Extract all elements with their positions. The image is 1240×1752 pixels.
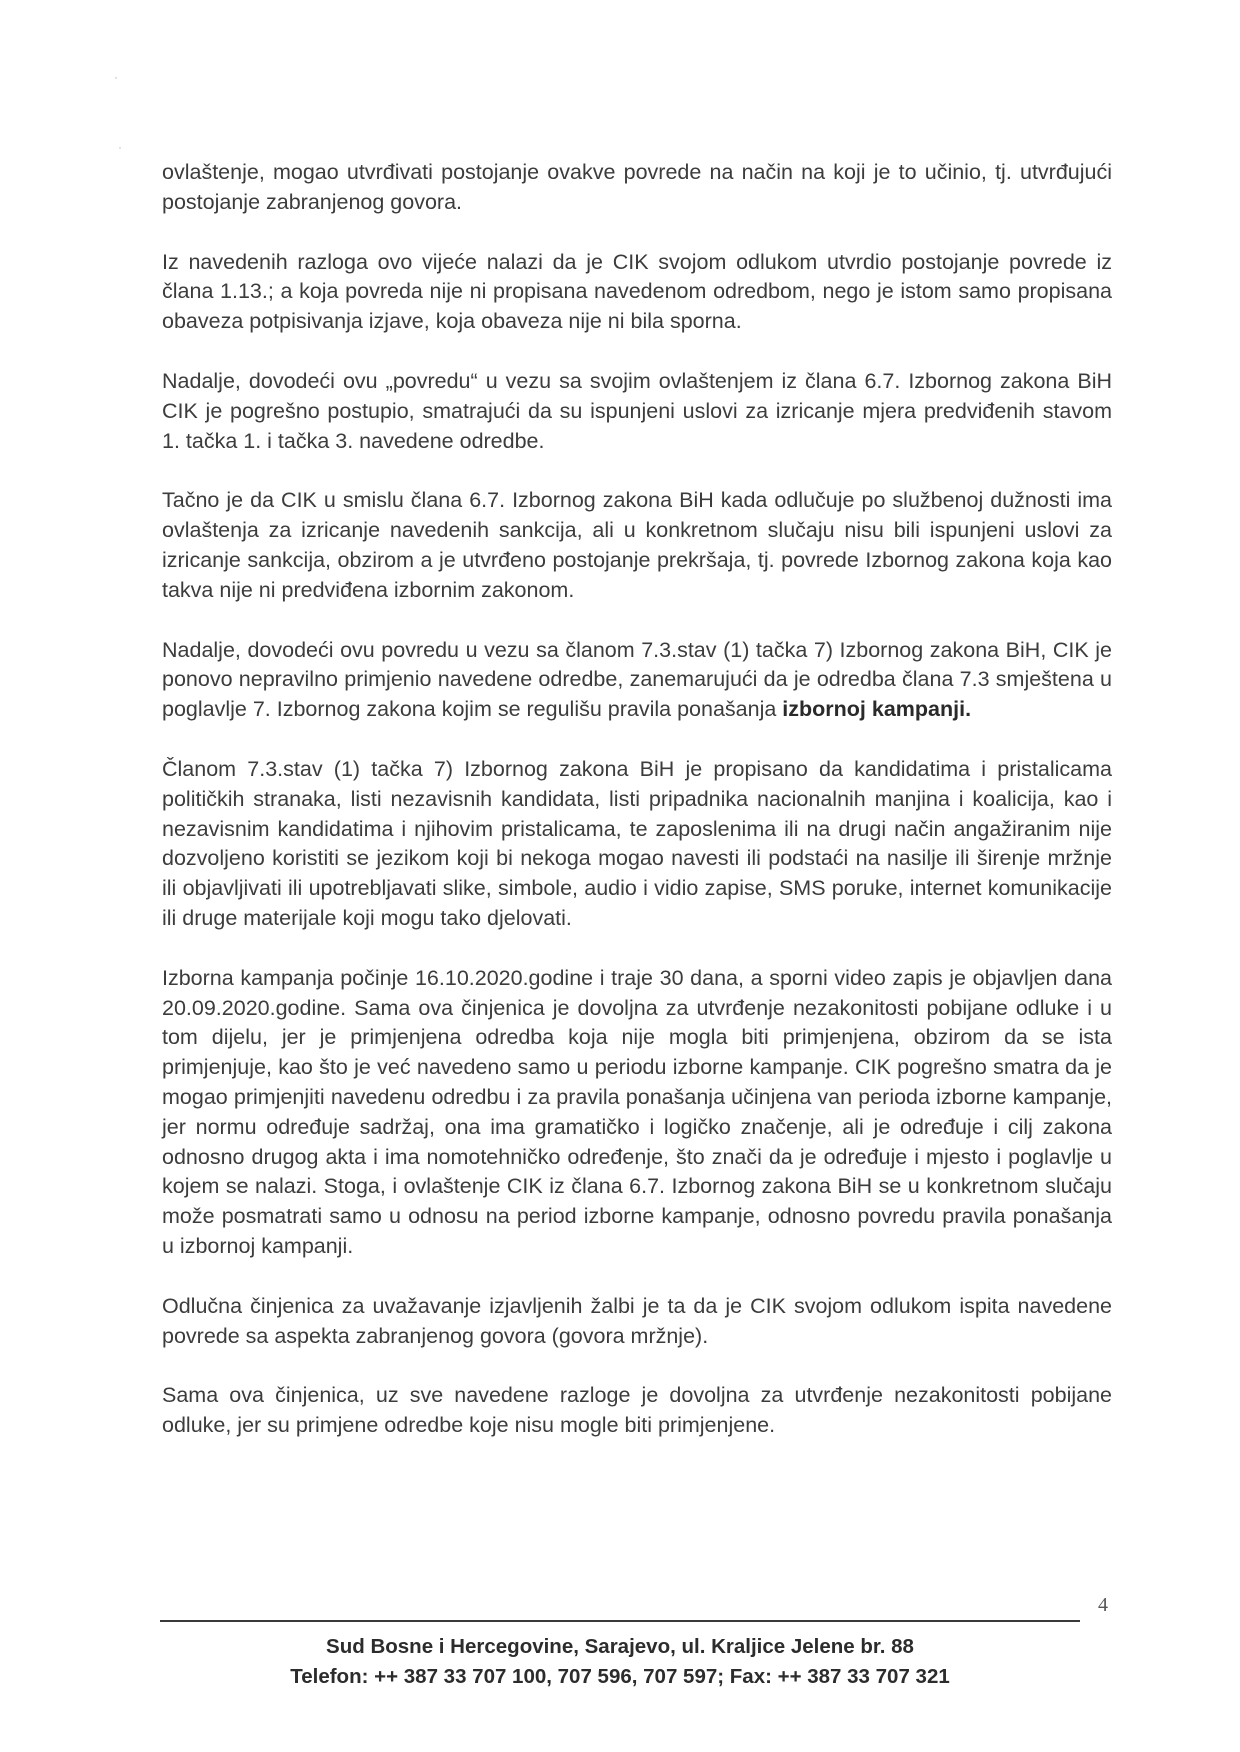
paragraph: Članom 7.3.stav (1) tačka 7) Izbornog zakona BiH je propisano da kandidatima i pristalicama političkih stranaka, listi nezavisnih kandidata, listi pripadnika nacionalnih manjina i koalicija, kao i nezavisnim kandidatima i njihovim pristalicama, te zaposlenima ili na drugi način angažiranim nije dozvoljeno koristiti se jezikom koji bi nekoga mogao navesti ili podstaći na nasilje ili širenje mržnje ili objavljivati ili upotrebljavati slike, simbole, audio i vidio zapise, SMS poruke, internet komunikacije ili druge materijale koji mogu tako djelovati. xyxy=(162,756,1112,930)
footer xyxy=(160,1632,1080,1692)
paragraph: Tačno je da CIK u smislu člana 6.7. Izbornog zakona BiH kada odlučuje po službenoj dužnosti ima ovlaštenja za izricanje navedenih sankcija, ali u konkretnom slučaju nisu bili ispunjeni uslovi za izricanje sankcija, obzirom a je utvrđeno postojanje prekršaja, tj. povrede Izbornog zakona koja kao takva nije ni predviđena izbornim zakonom. xyxy=(162,488,1112,602)
emphasized-text: izbornoj kampanji. xyxy=(782,697,972,722)
paragraph: Odlučna činjenica za uvažavanje izjavljenih žalbi je ta da je CIK svojom odlukom ispita navedene povrede sa aspekta zabranjenog govora (govora mržnje). xyxy=(162,1293,1112,1348)
paragraph: Iz navedenih razloga ovo vijeće nalazi da je CIK svojom odlukom utvrdio postojanje povrede iz člana 1.13.; a koja povreda nije ni propisana navedenom odredbom, nego je istom samo propisana obaveza potpisivanja izjave, koja obaveza nije ni bila sporna. xyxy=(162,249,1112,334)
page-number: 4 xyxy=(1098,1594,1108,1616)
paragraph-text: Nadalje, dovodeći ovu povredu u vezu sa članom 7.3.stav (1) tačka 7) Izbornog zakona BiH, CIK je ponovo nepravilno primjenio navedene odredbe, zanemarujući da je odredba člana 7.3 smještena u poglavlje 7. Izbornog zakona kojim se regulišu pravila ponašanja xyxy=(162,637,1112,722)
paragraph: Nadalje, dovodeći ovu „povredu“ u vezu sa svojim ovlaštenjem iz člana 6.7. Izbornog zakona BiH CIK je pogrešno postupio, smatrajući da su ispunjeni uslovi za izricanje mjera predviđenih stavom 1. tačka 1. i tačka 3. navedene odredbe. xyxy=(162,368,1112,453)
scan-artifact: · xyxy=(118,140,122,154)
footer-address: Sud Bosne i Hercegovine, Sarajevo, ul. Kraljice Jelene br. 88 xyxy=(326,1635,914,1658)
document-body xyxy=(162,158,1112,1471)
scan-artifact: · xyxy=(114,70,118,84)
paragraph: ovlaštenje, mogao utvrđivati postojanje ovakve povrede na način na koji je to učinio, tj. utvrđujući postojanje zabranjenog govora. xyxy=(162,160,1112,214)
footer-divider xyxy=(160,1620,1080,1622)
paragraph: Sama ova činjenica, uz sve navedene razloge je dovoljna za utvrđenje nezakonitosti pobijane odluke, jer su primjene odredbe koje nisu mogle biti primjenjene. xyxy=(162,1383,1112,1438)
paragraph: Izborna kampanja počinje 16.10.2020.godine i traje 30 dana, a sporni video zapis je objavljen dana 20.09.2020.godine. Sama ova činjenica je dovoljna za utvrđenje nezakonitosti pobijane odluke i u tom dijelu, jer je primjenjena odredba koja nije mogla biti primjenjena, obzirom da se ista primjenjuje, kao što je već navedeno samo u periodu izborne kampanje. CIK pogrešno smatra da je mogao primjenjiti navedenu odredbu i za pravila ponašanja učinjena van perioda izborne kampanje, jer normu određuje sadržaj, ona ima gramatičko i logičko značenje, ali je određuje i cilj zakona odnosno drugog akta i ima nomotehničko određenje, što znači da je određuje i mjesto i poglavlje u kojem se nalazi. Stoga, i ovlaštenje CIK iz člana 6.7. Izbornog zakona BiH se u konkretnom slučaju može posmatrati samo u odnosu na period izborne kampanje, odnosno povredu pravila ponašanja u izbornoj kampanji. xyxy=(162,965,1112,1258)
paragraph xyxy=(162,636,1112,725)
footer-contact: Telefon: ++ 387 33 707 100, 707 596, 707 597; Fax: ++ 387 33 707 321 xyxy=(290,1665,950,1688)
